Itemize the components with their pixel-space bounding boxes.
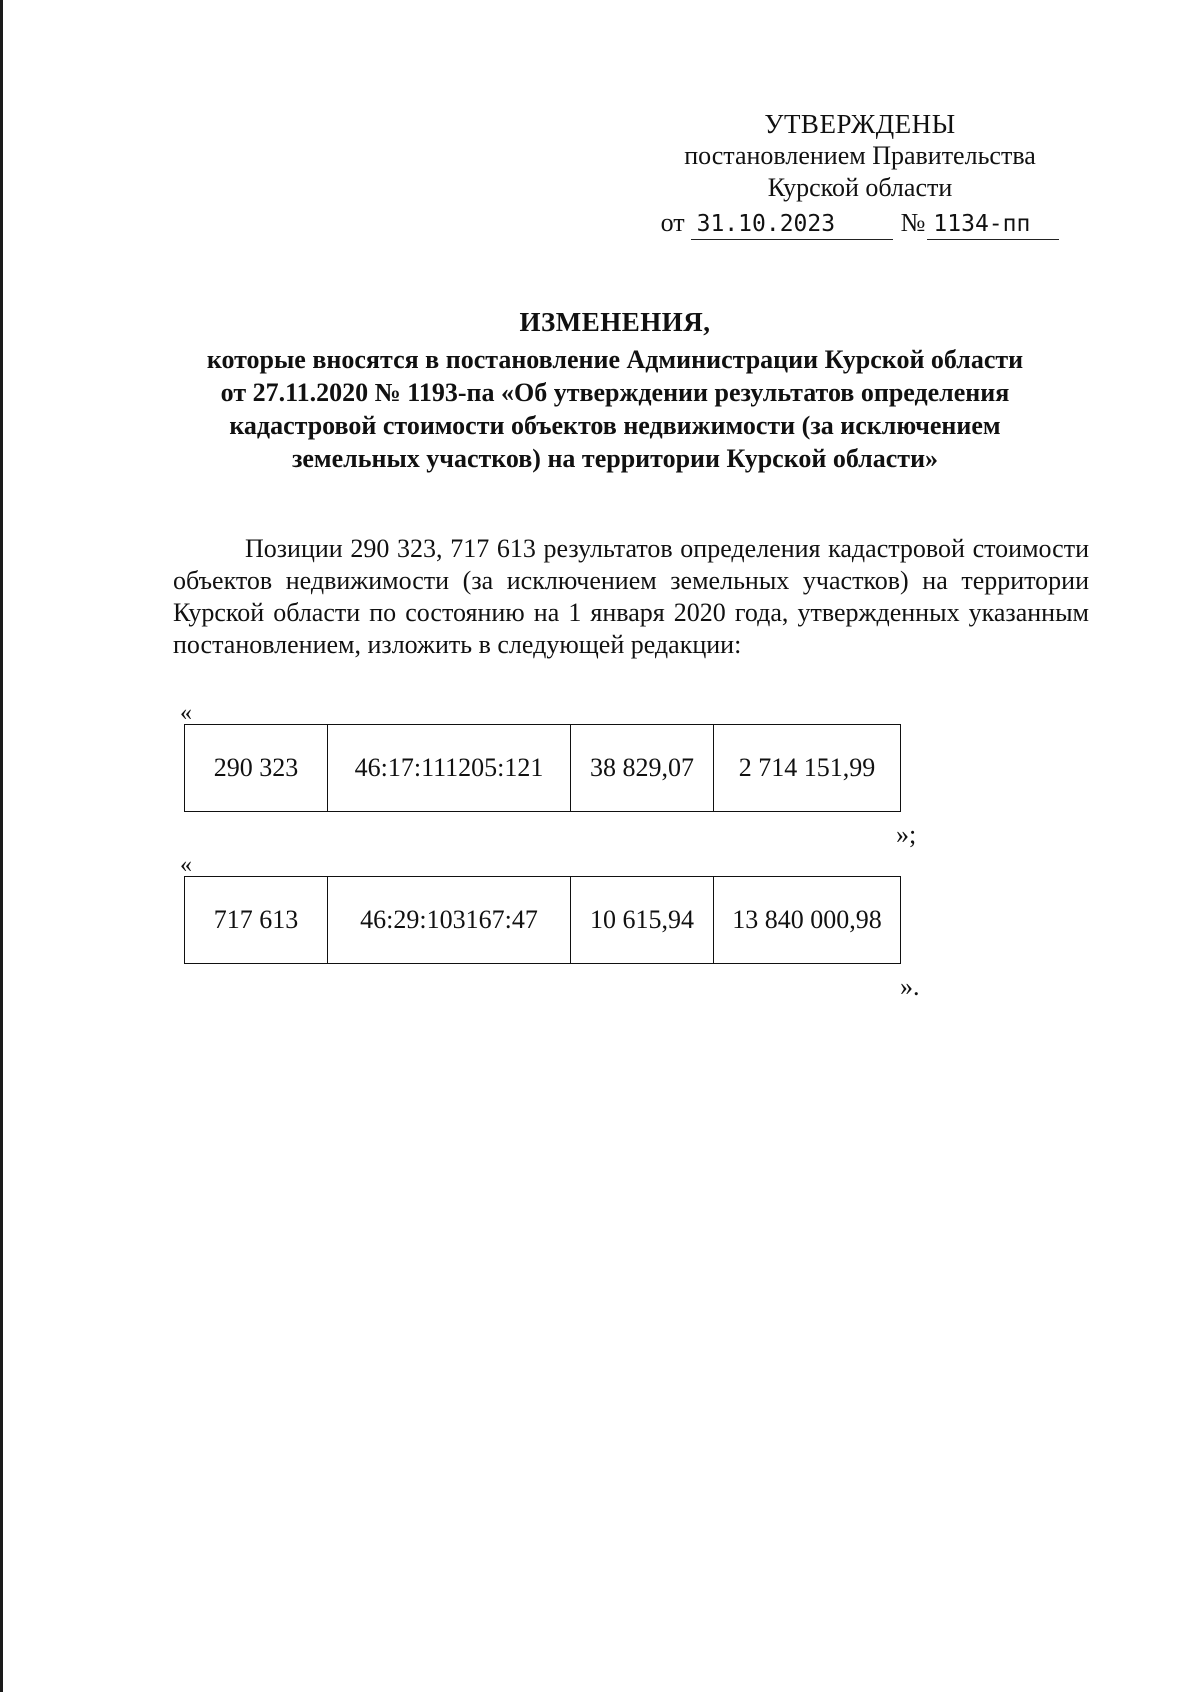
number-prefix: № bbox=[900, 208, 926, 237]
entry-1-position: 290 323 bbox=[185, 725, 328, 812]
entry-2-area: 10 615,94 bbox=[571, 877, 714, 964]
approval-stamp-block bbox=[640, 108, 1080, 240]
approval-line-2: Курской области bbox=[767, 173, 953, 202]
entry-1-close-quote: »; bbox=[896, 820, 917, 849]
entry-2-table bbox=[184, 876, 901, 964]
approval-date: 31.10.2023 bbox=[691, 209, 893, 240]
document-title bbox=[150, 306, 1080, 475]
table-row bbox=[185, 877, 901, 964]
approval-number: 1134-пп bbox=[927, 209, 1059, 240]
entry-1-area: 38 829,07 bbox=[571, 725, 714, 812]
entry-2-value: 13 840 000,98 bbox=[714, 877, 901, 964]
scan-edge bbox=[0, 0, 3, 1692]
entry-2-cadastral-number: 46:29:103167:47 bbox=[328, 877, 571, 964]
approval-date-line bbox=[640, 206, 1080, 240]
date-prefix: от bbox=[660, 208, 685, 237]
table-row bbox=[185, 725, 901, 812]
entry-2-open-quote: « bbox=[180, 852, 192, 878]
title-line-3: кадастровой стоимости объектов недвижимости (за исключением bbox=[229, 411, 1001, 440]
entry-1-table bbox=[184, 724, 901, 812]
entry-1-value: 2 714 151,99 bbox=[714, 725, 901, 812]
entry-1-open-quote: « bbox=[180, 700, 192, 726]
entry-2-position: 717 613 bbox=[185, 877, 328, 964]
entry-2-close-quote: ». bbox=[900, 972, 920, 1001]
title-line-1: которые вносятся в постановление Администрации Курской области bbox=[206, 345, 1024, 374]
title-line-2: от 27.11.2020 № 1193-па «Об утверждении результатов определения bbox=[220, 378, 1010, 407]
approval-line-1: постановлением Правительства bbox=[684, 141, 1036, 170]
body-paragraph: Позиции 290 323, 717 613 результатов определения кадастровой стоимости объектов недвижимости (за исключением земельных участков) на территории Курской области по состоянию на 1 января 2020 года, утвержденных указанным постановлением, изложить в следующей редакции: bbox=[173, 534, 1089, 659]
title-line-4: земельных участков) на территории Курской области» bbox=[291, 444, 939, 473]
approved-label: УТВЕРЖДЕНЫ bbox=[764, 109, 956, 139]
title-heading: ИЗМЕНЕНИЯ, bbox=[519, 307, 711, 337]
entry-1-cadastral-number: 46:17:111205:121 bbox=[328, 725, 571, 812]
